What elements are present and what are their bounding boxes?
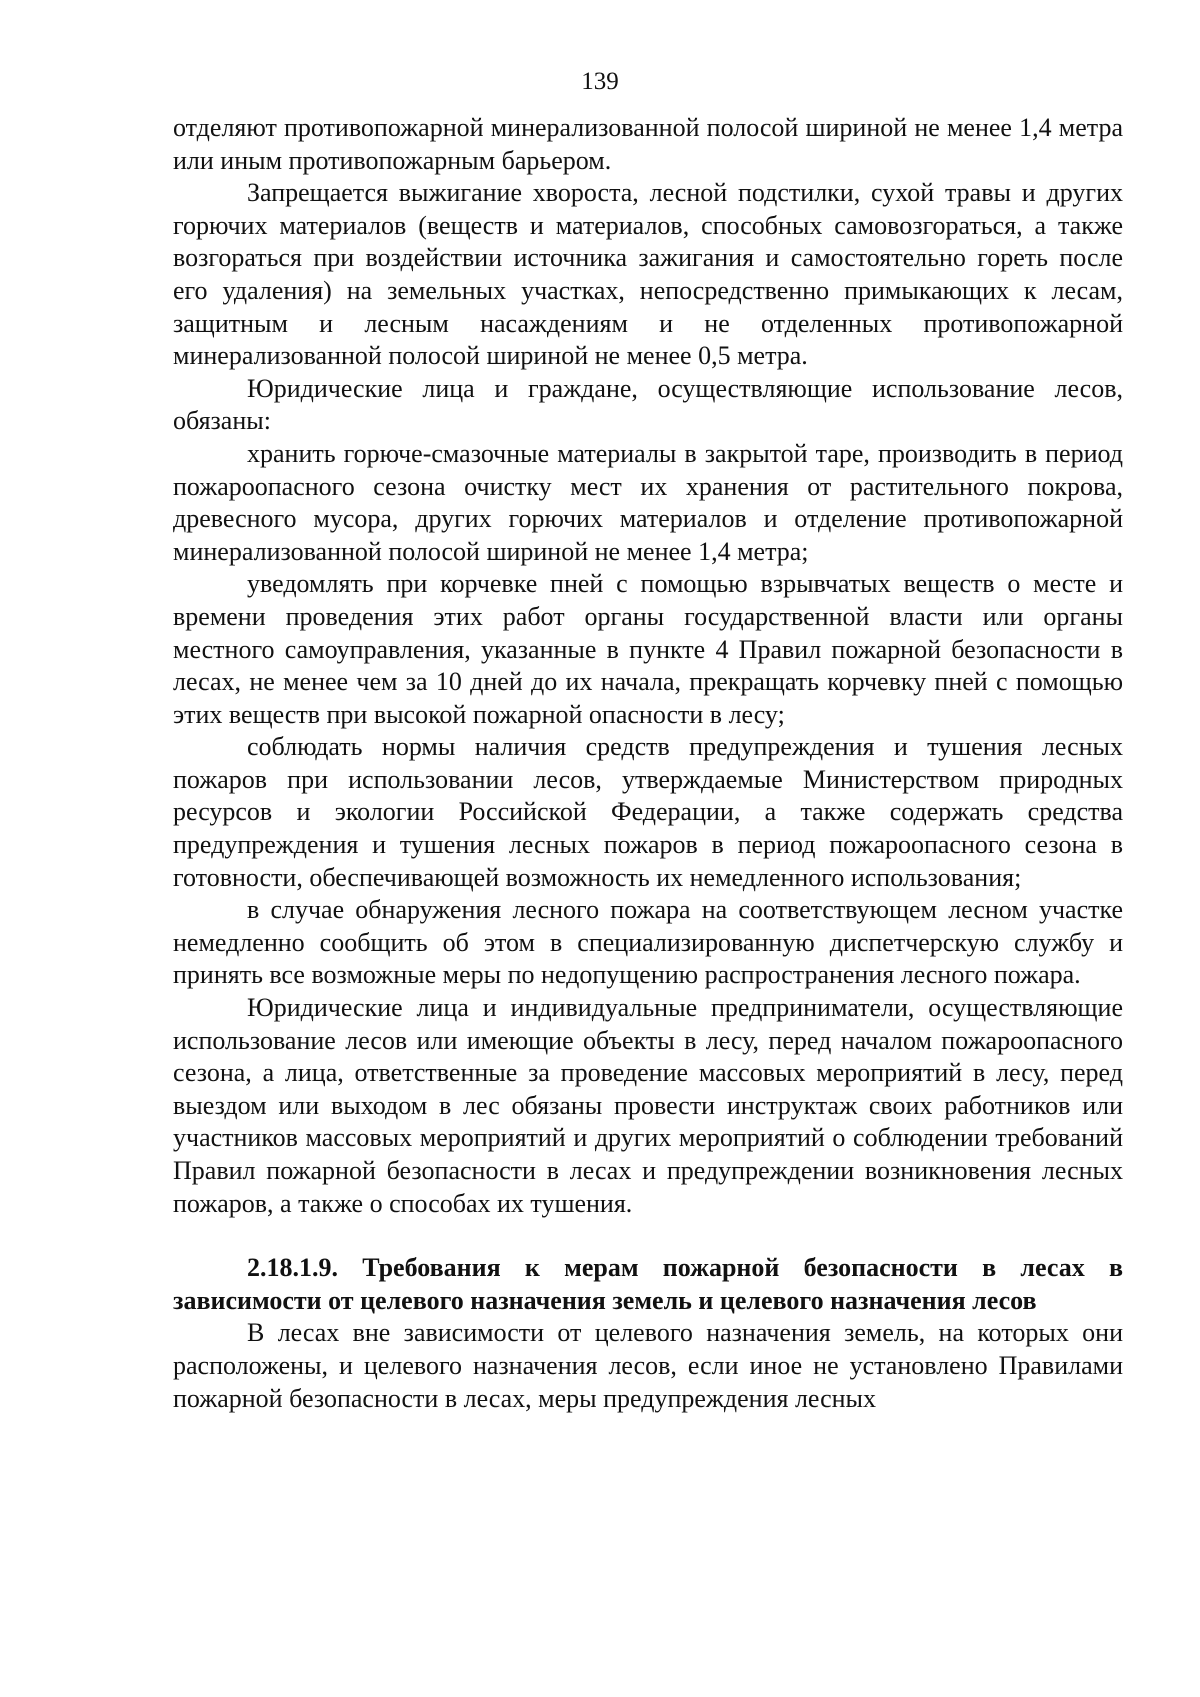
document-body	[173, 112, 1123, 1415]
paragraph-section-start: В лесах вне зависимости от целевого назначения земель, на которых они расположены, и целевого назначения лесов, если иное не установлено Правилами пожарной безопасности в лесах, меры предупреждения лесных	[173, 1318, 1123, 1413]
page-number: 139	[581, 68, 619, 95]
paragraph-burning-prohibition: Запрещается выжигание хвороста, лесной подстилки, сухой травы и других горючих материалов (веществ и материалов, способных самовозгораться, а также возгораться при воздействии источника зажигания и самостоятельно гореть после его удаления) на земельных участках, непосредственно примыкающих к лесам, защитным и лесным насаждениям и не отделенных противопожарной минерализованной полосой шириной не менее 0,5 метра.	[173, 178, 1123, 371]
paragraph-briefing: Юридические лица и индивидуальные предприниматели, осуществляющие использование лесов или имеющие объекты в лесу, перед началом пожароопасного сезона, а лица, ответственные за проведение массовых мероприятий в лесу, перед выездом или выходом в лес обязаны провести инструктаж своих работников или участников массовых мероприятий и других мероприятий о соблюдении требований Правил пожарной безопасности в лесах и предупреждении возникновения лесных пожаров, а также о способах их тушения.	[173, 993, 1123, 1218]
paragraph-equipment-norms: соблюдать нормы наличия средств предупреждения и тушения лесных пожаров при использовании лесов, утверждаемые Министерством природных ресурсов и экологии Российской Федерации, а также содержать средства предупреждения и тушения лесных пожаров в период пожароопасного сезона в готовности, обеспечивающей возможность их немедленного использования;	[173, 732, 1123, 892]
paragraph-stump-removal: уведомлять при корчевке пней с помощью взрывчатых веществ о месте и времени проведения этих работ органы государственной власти или органы местного самоуправления, указанные в пункте 4 Правил пожарной безопасности в лесах, не менее чем за 10 дней до их начала, прекращать корчевку пней с помощью этих веществ при высокой пожарной опасности в лесу;	[173, 569, 1123, 729]
section-heading: 2.18.1.9. Требования к мерам пожарной безопасности в лесах в зависимости от целевого назначения земель и целевого назначения лесов	[173, 1253, 1123, 1315]
paragraph-obligations-intro: Юридические лица и граждане, осуществляющие использование лесов, обязаны:	[173, 373, 1123, 436]
paragraph-fire-detection: в случае обнаружения лесного пожара на соответствующем лесном участке немедленно сообщить об этом в специализированную диспетчерскую службу и принять все возможные меры по недопущению распространения лесного пожара.	[173, 895, 1123, 990]
paragraph-fuel-storage: хранить горюче-смазочные материалы в закрытой таре, производить в период пожароопасного сезона очистку мест их хранения от растительного покрова, древесного мусора, других горючих материалов и отделение противопожарной минерализованной полосой шириной не менее 1,4 метра;	[173, 438, 1123, 566]
paragraph-continuation: отделяют противопожарной минерализованной полосой шириной не менее 1,4 метра или иным противопожарным барьером.	[173, 113, 1123, 175]
